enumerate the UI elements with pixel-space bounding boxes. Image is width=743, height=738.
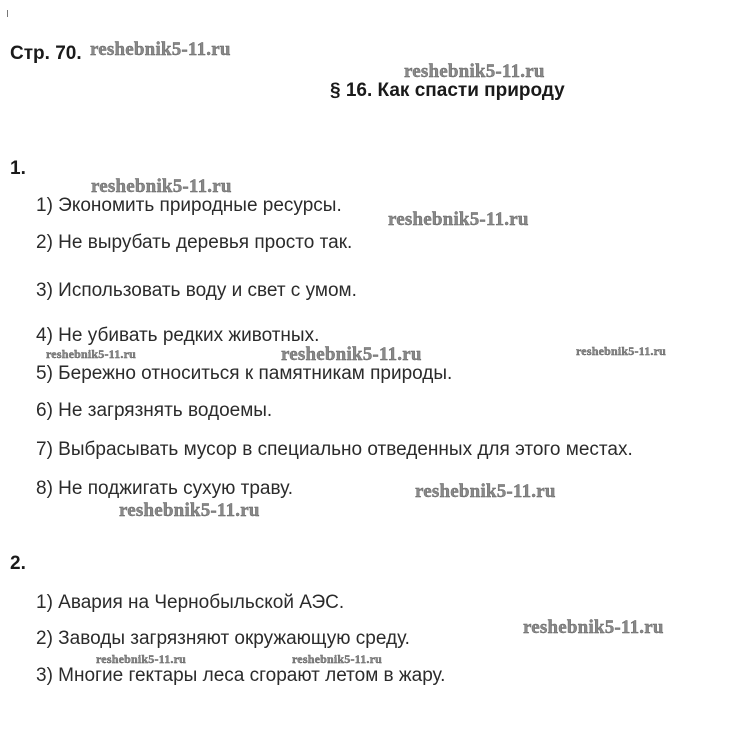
task-1-item-1: 1) Экономить природные ресурсы. [36, 195, 342, 216]
watermark: reshebnik5-11.ru [292, 652, 382, 666]
watermark: reshebnik5-11.ru [119, 500, 260, 521]
task-2-item-3: 3) Многие гектары леса сгорают летом в жару. [36, 665, 446, 686]
task-1-item-6: 6) Не загрязнять водоемы. [36, 400, 273, 421]
task-2-number: 2. [10, 553, 26, 574]
watermark: reshebnik5-11.ru [90, 39, 231, 60]
watermark: reshebnik5-11.ru [388, 209, 529, 230]
watermark: reshebnik5-11.ru [576, 344, 666, 358]
watermark: reshebnik5-11.ru [96, 652, 186, 666]
task-1-item-5: 5) Бережно относиться к памятникам природы. [36, 363, 453, 384]
page-reference: Стр. 70. [10, 43, 82, 64]
watermark: reshebnik5-11.ru [415, 481, 556, 502]
task-1-item-8: 8) Не поджигать сухую траву. [36, 478, 294, 499]
task-1-item-3: 3) Использовать воду и свет с умом. [36, 280, 357, 301]
task-1-item-4: 4) Не убивать редких животных. [36, 325, 320, 346]
section-title: § 16. Как спасти природу [330, 80, 565, 101]
watermark: reshebnik5-11.ru [91, 176, 232, 197]
task-1-item-7: 7) Выбрасывать мусор в специально отведенных для этого местах. [36, 439, 633, 460]
watermark: reshebnik5-11.ru [523, 617, 664, 638]
watermark: reshebnik5-11.ru [46, 347, 136, 361]
task-2-item-2: 2) Заводы загрязняют окружающую среду. [36, 628, 410, 649]
corner-tick-mark [7, 10, 8, 17]
watermark: reshebnik5-11.ru [281, 344, 422, 365]
task-1-item-2: 2) Не вырубать деревья просто так. [36, 232, 353, 253]
task-1-number: 1. [10, 158, 26, 179]
watermark: reshebnik5-11.ru [404, 61, 545, 82]
task-2-item-1: 1) Авария на Чернобыльской АЭС. [36, 592, 345, 613]
